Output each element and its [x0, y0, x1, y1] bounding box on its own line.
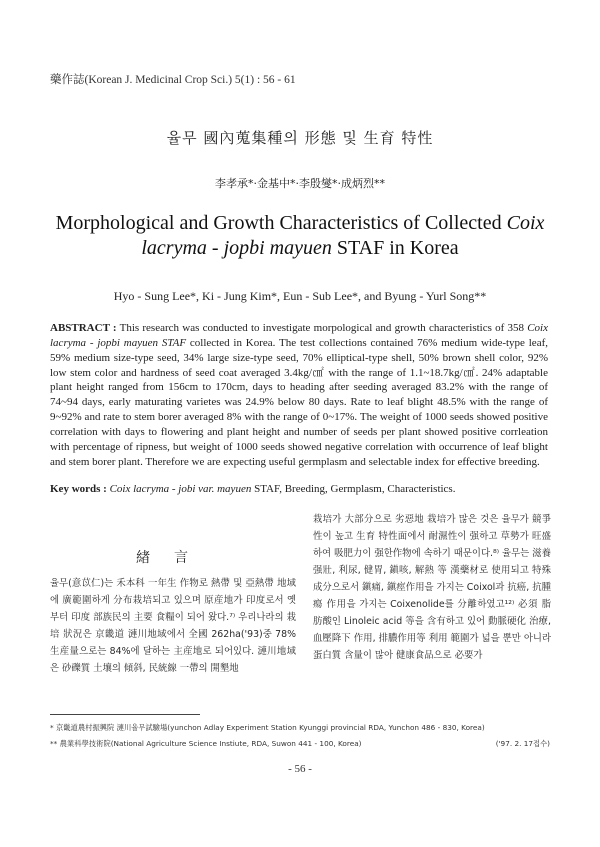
english-authors: Hyo - Sung Lee*, Ki - Jung Kim*, Eun - Sub Lee*, and Byung - Yurl Song** [113, 289, 487, 303]
abstract [50, 321, 548, 469]
abstract-label: ABSTRACT : [50, 322, 117, 334]
received-date: ('97. 2. 17접수) [495, 739, 550, 748]
body-column-right: 栽培가 大部分으로 劣惡地 栽培가 많은 것은 율무가 競爭性이 높고 生育 特性面에서 耐濕性이 强하고 草勢가 旺盛하여 吸肥力이 强한作物에 속하기 때문이다.⁸⁾ 율무는 滋養强壯, 利尿, 健胃, 鎭咳, 解熱 等 漢藥材로 使用되고 特殊成分으로서 鎭痛, 鎭痙作用을 가지는 Coixol과 抗癌, 抗腫瘍 作用을 가지는 Coixenolide를 分離하였고¹²⁾ 必須 脂肪酸인 Linoleic acid 等을 含有하고 있어 動脈硬化 治療, 血壓降下 作用, 排膿作用等 利用 範圍가 넓을 뿐만 아니라 蛋白質 含量이 많아 健康食品으로 必要가 [313, 514, 551, 661]
footnote-affiliation-2 [50, 739, 550, 749]
keywords-list: STAF, Breeding, Germplasm, Characteristics. [251, 483, 456, 495]
keywords-label: Key words : [50, 483, 107, 495]
keywords-species: Coix lacryma - jobi var. mayuen [109, 483, 252, 495]
abstract-text-start: This research was conducted to investigate morpological and growth characteristics of 358 [116, 322, 528, 334]
english-title-prefix: Morphological and Growth Characteristics of Collected [55, 212, 507, 234]
footnote-affiliation-2-text: ** 農業科學技術院(National Agriculture Science Instiute, RDA, Suwon 441 - 100, Korea) [50, 739, 362, 748]
english-title [30, 211, 570, 261]
body-column-left: 율무(意苡仁)는 禾本科 一年生 作物로 熱帶 및 亞熱帶 地域에 廣範圍하게 分布栽培되고 있으며 原産地가 印度로서 옛부터 印度 部族民의 主要 食糧이 되어 왔다.⁷⁾ 우리나라의 栽培 狀況은 京畿道 漣川地域에서 全國 262ha('93)중 78% 生産量으로는 84%에 달하는 主産地로 되어있다. 漣川地域은 砂礫質 土壤의 傾斜, 民統線 一帶의 開墾地 [50, 578, 296, 674]
english-title-suffix: STAF in Korea [331, 237, 459, 259]
keywords [50, 483, 550, 495]
abstract-text-rest: collected in Korea. The test collections contained 76% medium wide-type leaf, 59% medium size-type seed, 34% large size-type seed, 70% elliptical-type shell, 50% brown shell color, 92% low stem color and hardness of seed coat averaged 3.4kg/㎠ with the range of 1.1~18.7kg/㎠. 24% adaptable plant height ranged from 156cm to 170cm, days to heading after seeding averaged 83.2% with the range of 74~94 days, early maturating varietes was 24.9% below 80 days. Rate to leaf blight 48.5% with the range of 9~92% and rate to stem borer averaged 8% with the range of 0~17%. The weight of 1000 seeds showed positive correlation with days to flowering and plant height and number of seeds per plant showed positive corrleation with percentage of ripness, but weight of 1000 seeds showed negative correlation with occurrence of leaf blight and stem borer plant. Therefore we are expecting useful germplasm and selectable index for effective breeding. [50, 336, 548, 468]
korean-title: 율무 國內蒐集種의 形態 및 生育 特性 [166, 129, 434, 147]
korean-authors: 李孝承*·金基中*·李殷燮*·成炳烈** [215, 177, 385, 190]
page-number: - 56 - [288, 763, 312, 775]
section-title-introduction: 緖言 [136, 550, 212, 566]
footnote-affiliation-1: * 京畿道農村振興院 漣川율무試驗場(yunchon Adlay Experiment Station Kyunggi provincial RDA, Yunchon 486 - 830, Korea) [50, 723, 485, 732]
footnote-divider [50, 714, 200, 715]
journal-header: 藥作誌(Korean J. Medicinal Crop Sci.) 5(1) : 56 - 61 [50, 74, 296, 86]
abstract-species: Coix lacryma - jopbi mayuen STAF [50, 322, 548, 349]
english-title-species: Coix lacryma - jopbi mayuen [141, 212, 545, 259]
